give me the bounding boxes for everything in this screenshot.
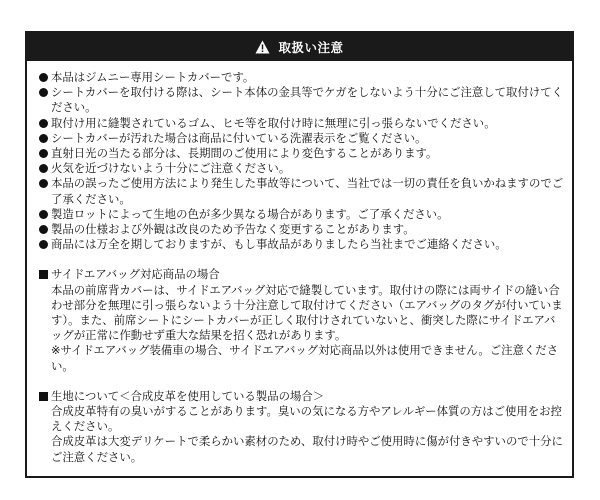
caution-list (38, 70, 566, 252)
caution-item: 火気を近づけないよう十分にご注意ください。 (38, 161, 566, 176)
airbag-section (38, 267, 566, 373)
caution-item: 製品の仕様および外観は改良のため予告なく変更することがあります。 (38, 222, 566, 237)
caution-item: 製造ロットによって生地の色が多少異なる場合があります。ご了承ください。 (38, 207, 566, 222)
caution-item: シートカバーを取付ける際は、シート本体の金具等でケガをしないよう十分にご注意して取付けてください。 (38, 85, 566, 115)
fabric-section-title: 生地について＜合成皮革を使用している製品の場合＞ (38, 389, 566, 404)
caution-item: 本品の誤ったご使用方法により発生した事故等について、当社では一切の責任を負いかねますのでご了承ください。 (38, 176, 566, 206)
airbag-paragraph: 本品の前席背カバーは、サイドエアバッグ対応で縫製しています。取付けの際には両サイドの縫い合わせ部分を無理に引っ張らないよう十分注意して取付けてください（エアバッグのタグが付いています）。また、前席シートにシートカバーが正しく取付けされていないと、衝突した際にサイドエアバッグが正常に作動せず重大な結果を招く恐れがあります。 (51, 282, 563, 343)
fabric-paragraph: 合成皮革は大変デリケートで柔らかい素材のため、取付け時やご使用時に傷が付きやすいので十分にご注意ください。 (51, 434, 563, 464)
caution-item: 本品はジムニー専用シートカバーです。 (38, 70, 566, 85)
caution-title: 取扱い注意 (278, 40, 344, 55)
airbag-note: ※サイドエアバッグ装備車の場合、サイドエアバッグ対応商品以外は使用できません。ご注意ください。 (51, 343, 559, 373)
caution-content (38, 70, 566, 465)
airbag-section-title: サイドエアバッグ対応商品の場合 (38, 267, 566, 282)
caution-item: 商品には万全を期しておりますが、もし事故品がありましたら当社までご連絡ください。 (38, 237, 566, 252)
caution-item: シートカバーが汚れた場合は商品に付いている洗濯表示をご覧ください。 (38, 131, 566, 146)
fabric-paragraph: 合成皮革特有の臭いがすることがあります。臭いの気になる方やアレルギー体質の方はご使用をお控えください。 (51, 404, 562, 434)
caution-item: 直射日光の当たる部分は、長期間のご使用により変色することがあります。 (38, 146, 566, 161)
caution-header (27, 33, 572, 61)
caution-panel (25, 31, 574, 478)
warning-icon (255, 40, 270, 54)
fabric-section (38, 389, 566, 465)
caution-item: 取付け用に縫製されているゴム、ヒモ等を取付け時に無理に引っ張らないでください。 (38, 116, 566, 131)
